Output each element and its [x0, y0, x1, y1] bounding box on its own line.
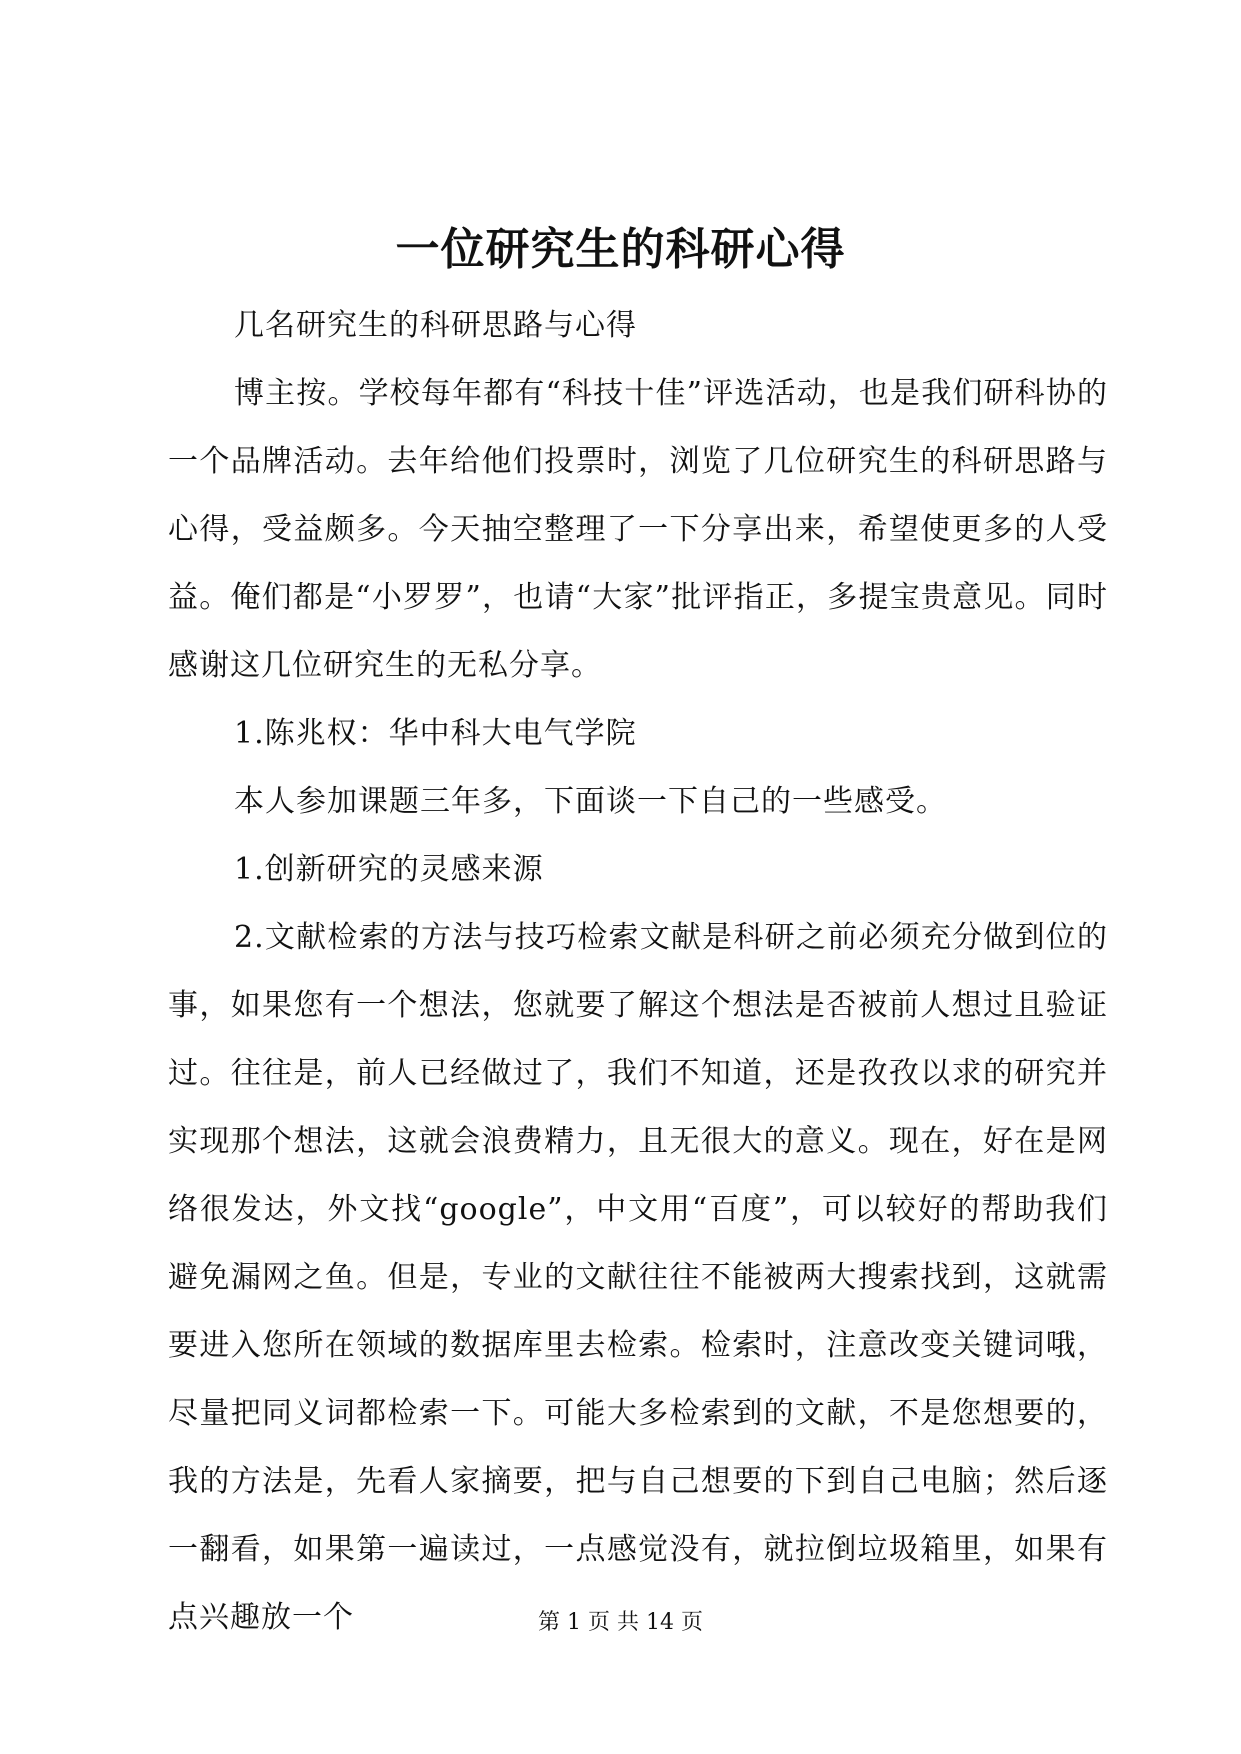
paragraph-subtitle: 几名研究生的科研思路与心得 — [234, 308, 637, 343]
paragraph-intro: 博主按。学校每年都有“科技十佳”评选活动，也是我们研科协的一个品牌活动。去年给他们投票时，浏览了几位研究生的科研思路与心得，受益颇多。今天抽空整理了一下分享出来，希望使更多的人受益。俺们都是“小罗罗”，也请“大家”批评指正，多提宝贵意见。同时感谢这几位研究生的无私分享。 — [168, 376, 1108, 683]
document-title: 一位研究生的科研心得 — [395, 224, 846, 275]
paragraph-experience: 本人参加课题三年多，下面谈一下自己的一些感受。 — [234, 784, 947, 819]
page-footer: 第 1 页 共 14 页 — [538, 1610, 703, 1635]
paragraph-section-1: 1.创新研究的灵感来源 — [234, 852, 544, 887]
paragraph-section-2: 2.文献检索的方法与技巧检索文献是科研之前必须充分做到位的事，如果您有一个想法，您就要了解这个想法是否被前人想过且验证过。往往是，前人已经做过了，我们不知道，还是孜孜以求的研究并实现那个想法，这就会浪费精力，且无很大的意义。现在，好在是网络很发达，外文找“google”，中文用“百度”，可以较好的帮助我们避免漏网之鱼。但是，专业的文献往往不能被两大搜索找到，这就需要进入您所在领域的数据库里去检索。检索时，注意改变关键词哦，尽量把同义词都检索一下。可能大多检索到的文献，不是您想要的，我的方法是，先看人家摘要，把与自己想要的下到自己电脑；然后逐一翻看，如果第一遍读过，一点感觉没有，就拉倒垃圾箱里，如果有点兴趣放一个 — [168, 920, 1108, 1635]
document-body — [168, 292, 1108, 1652]
paragraph-author-heading: 1.陈兆权：华中科大电气学院 — [234, 716, 637, 751]
